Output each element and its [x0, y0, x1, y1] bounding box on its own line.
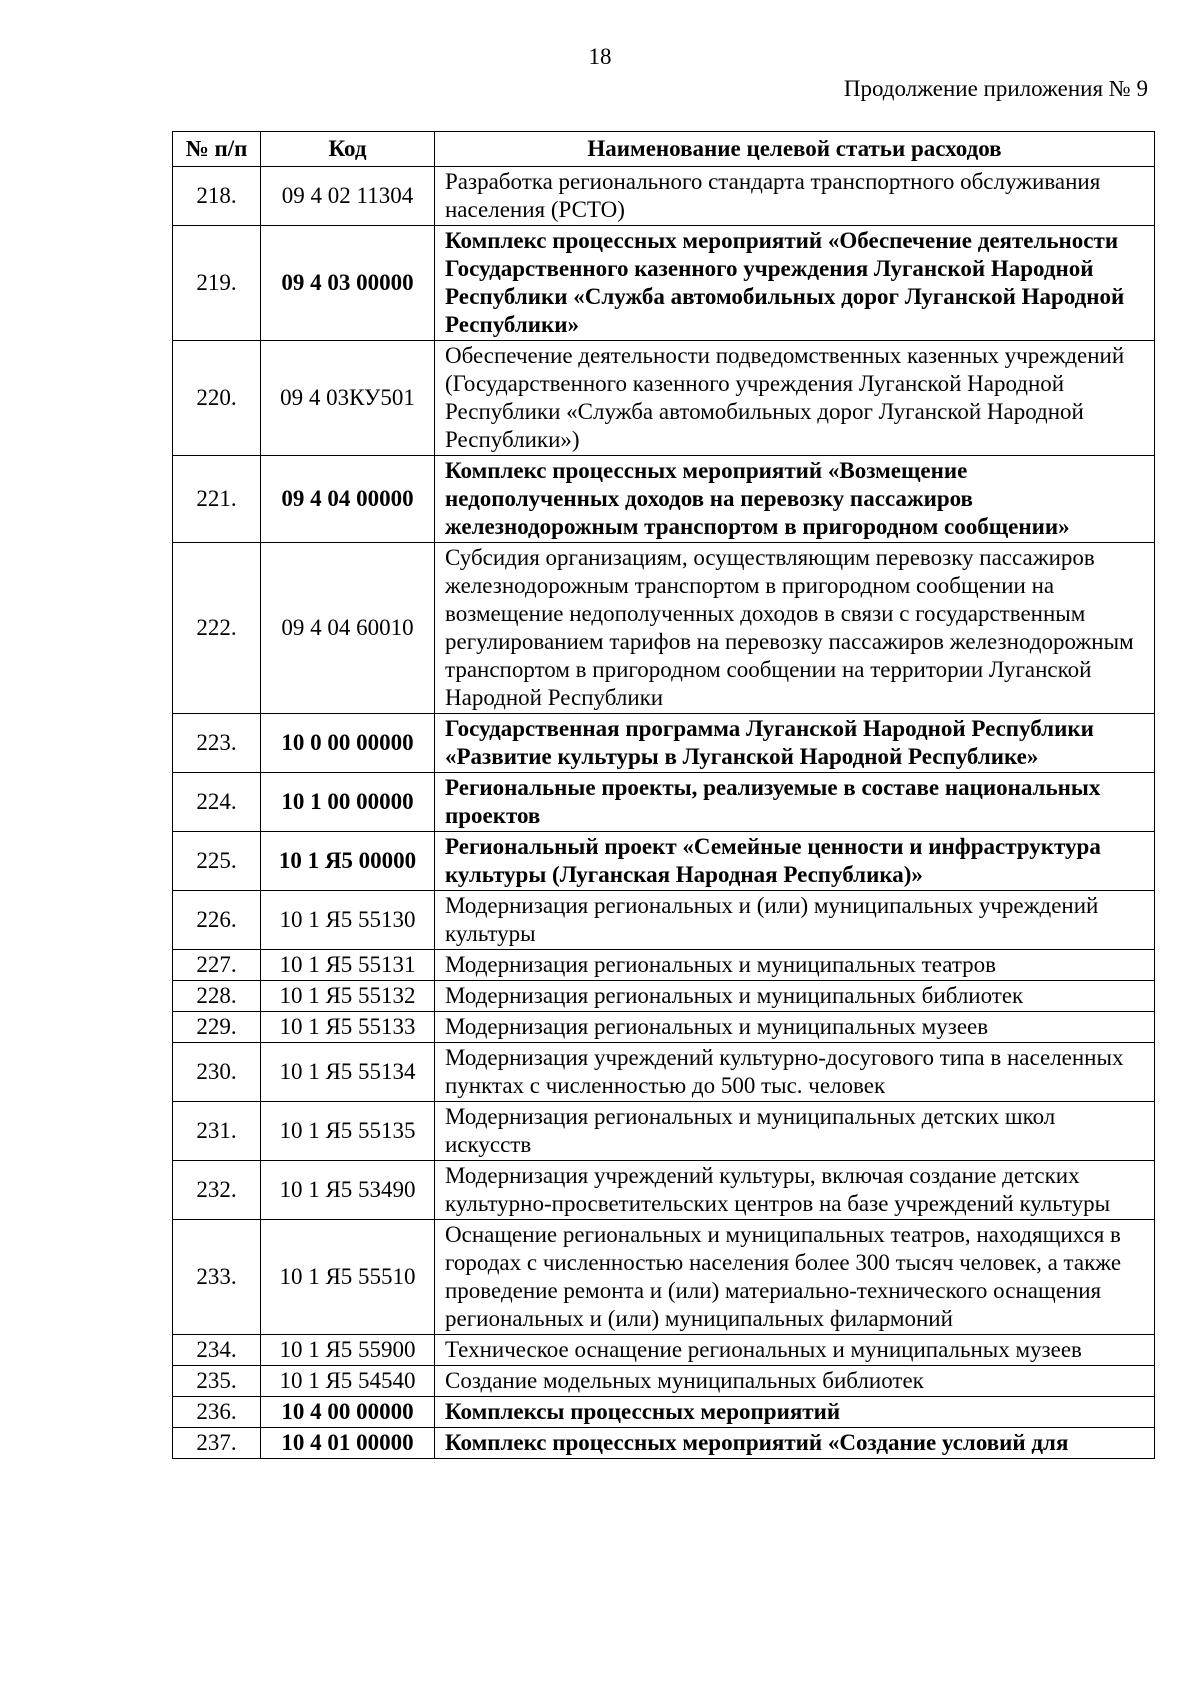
- budget-code-cell: 10 1 Я5 55135: [261, 1102, 435, 1161]
- expense-item-name-cell: Модернизация региональных и муниципальных детских школ искусств: [435, 1102, 1155, 1161]
- row-number-cell: 224.: [173, 773, 261, 832]
- row-number-cell: 234.: [173, 1335, 261, 1366]
- row-number-cell: 222.: [173, 543, 261, 714]
- budget-code-cell: 10 1 Я5 55132: [261, 981, 435, 1012]
- table-row: [173, 714, 1155, 773]
- column-header-code: Код: [261, 132, 435, 167]
- table-row: [173, 1220, 1155, 1335]
- table-row: [173, 773, 1155, 832]
- expense-item-name-cell: Государственная программа Луганской Народной Республики «Развитие культуры в Луганской Народной Республике»: [435, 714, 1155, 773]
- expense-item-name-cell: Субсидия организациям, осуществляющим перевозку пассажиров железнодорожным транспортом в пригородном сообщении на возмещение недополученных доходов в связи с государственным регулированием тарифов на перевозку пассажиров железнодорожным транспортом в пригородном сообщении на территории Луганской Народной Республики: [435, 543, 1155, 714]
- budget-items-table: [172, 131, 1155, 1459]
- expense-item-name-cell: Модернизация учреждений культуры, включая создание детских культурно-просветительских центров на базе учреждений культуры: [435, 1161, 1155, 1220]
- expense-item-name-cell: Техническое оснащение региональных и муниципальных музеев: [435, 1335, 1155, 1366]
- table-row: [173, 1012, 1155, 1043]
- budget-code-cell: 10 4 00 00000: [261, 1397, 435, 1428]
- table-row: [173, 1335, 1155, 1366]
- appendix-continuation-label: Продолжение приложения № 9: [843, 76, 1148, 101]
- row-number-cell: 221.: [173, 456, 261, 543]
- budget-code-cell: 10 1 Я5 55900: [261, 1335, 435, 1366]
- column-header-name: Наименование целевой статьи расходов: [435, 132, 1155, 167]
- table-row: [173, 1102, 1155, 1161]
- expense-item-name-cell: Комплекс процессных мероприятий «Возмещение недополученных доходов на перевозку пассажиров железнодорожным транспортом в пригородном сообщении»: [435, 456, 1155, 543]
- expense-item-name-cell: Комплекс процессных мероприятий «Обеспечение деятельности Государственного казенного учреждения Луганской Народной Республики «Служба автомобильных дорог Луганской Народной Республики»: [435, 226, 1155, 341]
- table-row: [173, 456, 1155, 543]
- table-row: [173, 891, 1155, 950]
- expense-item-name-cell: Обеспечение деятельности подведомственных казенных учреждений (Государственного казенного учреждения Луганской Народной Республики «Служба автомобильных дорог Луганской Народной Республики»): [435, 341, 1155, 456]
- expense-item-name-cell: Модернизация учреждений культурно-досугового типа в населенных пунктах с численностью до 500 тыс. человек: [435, 1043, 1155, 1102]
- table-row: [173, 341, 1155, 456]
- table-row: [173, 543, 1155, 714]
- row-number-cell: 232.: [173, 1161, 261, 1220]
- row-number-cell: 231.: [173, 1102, 261, 1161]
- table-row: [173, 1397, 1155, 1428]
- row-number-cell: 229.: [173, 1012, 261, 1043]
- budget-code-cell: 10 1 Я5 53490: [261, 1161, 435, 1220]
- budget-code-cell: 10 1 Я5 54540: [261, 1366, 435, 1397]
- budget-code-cell: 09 4 02 11304: [261, 167, 435, 226]
- budget-code-cell: 10 1 Я5 00000: [261, 832, 435, 891]
- expense-item-name-cell: Оснащение региональных и муниципальных театров, находящихся в городах с численностью населения более 300 тысяч человек, а также проведение ремонта и (или) материально-технического оснащения региональных и (или) муниципальных филармоний: [435, 1220, 1155, 1335]
- expense-item-name-cell: Комплексы процессных мероприятий: [435, 1397, 1155, 1428]
- budget-code-cell: 09 4 03КУ501: [261, 341, 435, 456]
- table-row: [173, 1043, 1155, 1102]
- budget-code-cell: 10 1 00 00000: [261, 773, 435, 832]
- row-number-cell: 219.: [173, 226, 261, 341]
- row-number-cell: 237.: [173, 1428, 261, 1459]
- budget-code-cell: 10 1 Я5 55130: [261, 891, 435, 950]
- budget-code-cell: 10 1 Я5 55510: [261, 1220, 435, 1335]
- expense-item-name-cell: Модернизация региональных и муниципальных библиотек: [435, 981, 1155, 1012]
- budget-code-cell: 09 4 04 00000: [261, 456, 435, 543]
- row-number-cell: 225.: [173, 832, 261, 891]
- table-row: [173, 167, 1155, 226]
- row-number-cell: 236.: [173, 1397, 261, 1428]
- row-number-cell: 233.: [173, 1220, 261, 1335]
- budget-code-cell: 10 0 00 00000: [261, 714, 435, 773]
- row-number-cell: 226.: [173, 891, 261, 950]
- page-number: 18: [588, 44, 612, 69]
- row-number-cell: 228.: [173, 981, 261, 1012]
- expense-item-name-cell: Региональный проект «Семейные ценности и инфраструктура культуры (Луганская Народная Республика)»: [435, 832, 1155, 891]
- expense-item-name-cell: Модернизация региональных и (или) муниципальных учреждений культуры: [435, 891, 1155, 950]
- expense-item-name-cell: Модернизация региональных и муниципальных театров: [435, 950, 1155, 981]
- budget-code-cell: 10 1 Я5 55134: [261, 1043, 435, 1102]
- row-number-cell: 235.: [173, 1366, 261, 1397]
- expense-item-name-cell: Создание модельных муниципальных библиотек: [435, 1366, 1155, 1397]
- expense-item-name-cell: Разработка регионального стандарта транспортного обслуживания населения (РСТО): [435, 167, 1155, 226]
- budget-code-cell: 10 4 01 00000: [261, 1428, 435, 1459]
- row-number-cell: 218.: [173, 167, 261, 226]
- row-number-cell: 223.: [173, 714, 261, 773]
- table-row: [173, 950, 1155, 981]
- budget-code-cell: 10 1 Я5 55133: [261, 1012, 435, 1043]
- table-row: [173, 981, 1155, 1012]
- budget-code-cell: 09 4 03 00000: [261, 226, 435, 341]
- expense-item-name-cell: Комплекс процессных мероприятий «Создание условий для: [435, 1428, 1155, 1459]
- table-row: [173, 1428, 1155, 1459]
- budget-code-cell: 09 4 04 60010: [261, 543, 435, 714]
- expense-item-name-cell: Региональные проекты, реализуемые в составе национальных проектов: [435, 773, 1155, 832]
- row-number-cell: 230.: [173, 1043, 261, 1102]
- table-row: [173, 1161, 1155, 1220]
- budget-code-cell: 10 1 Я5 55131: [261, 950, 435, 981]
- table-header-row: [173, 132, 1155, 167]
- row-number-cell: 227.: [173, 950, 261, 981]
- table-row: [173, 226, 1155, 341]
- table-row: [173, 1366, 1155, 1397]
- expense-item-name-cell: Модернизация региональных и муниципальных музеев: [435, 1012, 1155, 1043]
- table-row: [173, 832, 1155, 891]
- row-number-cell: 220.: [173, 341, 261, 456]
- column-header-number: № п/п: [173, 132, 261, 167]
